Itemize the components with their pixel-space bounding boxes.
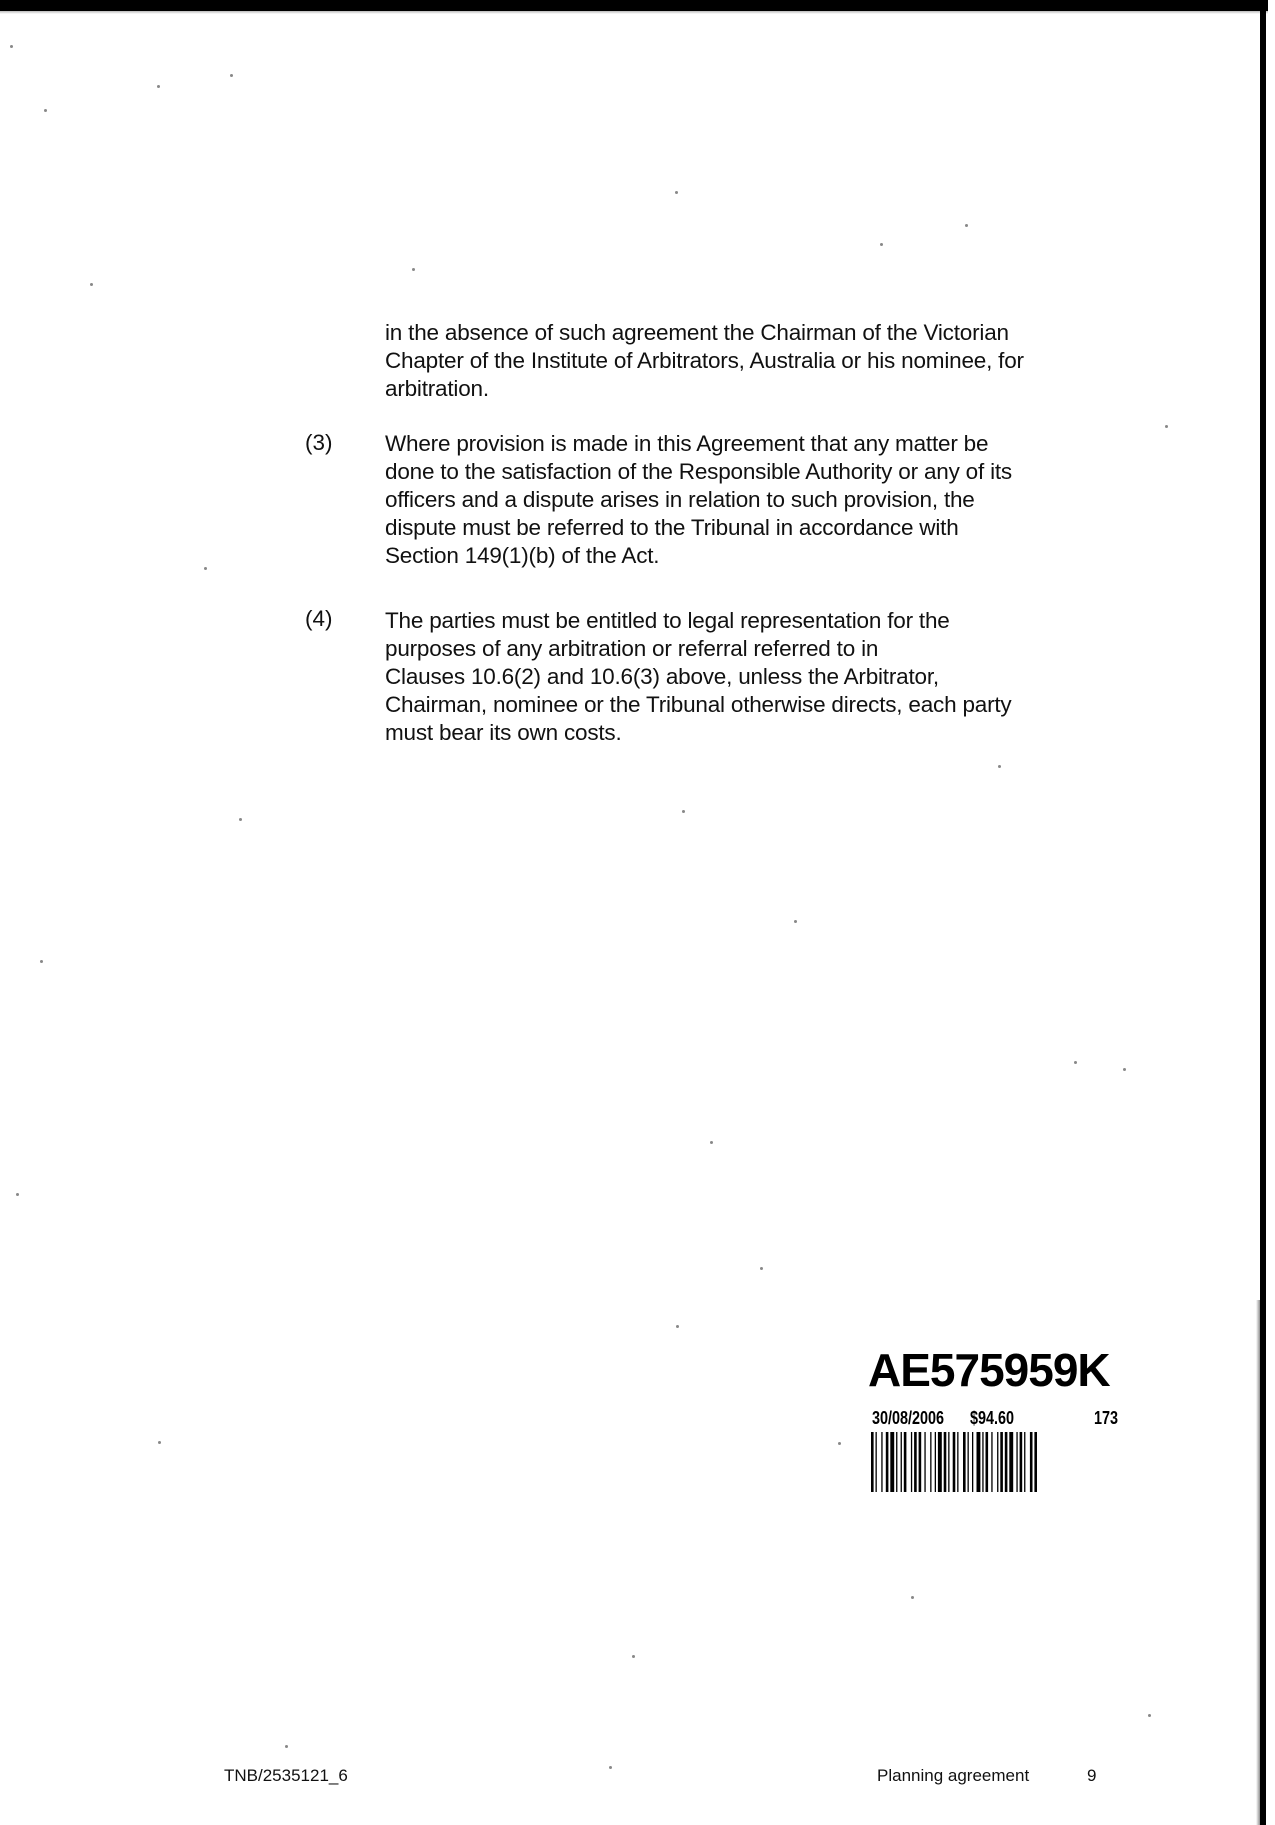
scan-speck [239,818,242,821]
scan-speck [880,243,883,246]
barcode-bar [1034,1432,1037,1492]
clause-continuation-line: arbitration. [385,376,489,401]
clause-line: officers and a dispute arises in relation to such provision, the [385,487,975,512]
clause-line: done to the satisfaction of the Responsible Authority or any of its [385,459,1012,484]
barcode-bar [904,1432,907,1492]
barcode-bar [881,1432,882,1492]
scan-speck [609,1766,612,1769]
barcode-bar [963,1432,966,1492]
clause-line: Chairman, nominee or the Tribunal otherwise directs, each party [385,692,1012,717]
scan-speck [10,45,13,48]
barcode-bar [948,1432,949,1492]
clause-line: The parties must be entitled to legal representation for the [385,608,950,633]
scan-speck [1123,1068,1126,1071]
scan-speck [1148,1714,1151,1717]
barcode-bar [968,1432,969,1492]
barcode-image [870,1432,1110,1492]
registration-fee: $94.60 [970,1408,1015,1428]
footer-page-number: 9 [1087,1766,1097,1785]
scan-speck [16,1193,19,1196]
clause-number: (4) [305,606,333,631]
barcode-bar [1009,1432,1013,1492]
barcode-bar [919,1432,922,1492]
clause-line: Clauses 10.6(2) and 10.6(3) above, unless the Arbitrator, [385,664,939,689]
scan-speck [632,1655,635,1658]
scan-speck [1074,1061,1077,1064]
barcode-bar [890,1432,894,1492]
barcode-bar [876,1432,877,1492]
barcode-bar [938,1432,942,1492]
clause-4-text [385,607,1011,747]
barcode-bar [930,1432,931,1492]
clause-continuation [385,319,1024,403]
barcode-bar [935,1432,936,1492]
scan-speck [794,920,797,923]
scan-speck [965,224,968,227]
clause-number: (3) [305,430,333,455]
clause-line: purposes of any arbitration or referral referred to in [385,636,879,661]
barcode-bar [1000,1432,1003,1492]
barcode-bar [957,1432,958,1492]
barcode-bar [1016,1432,1017,1492]
scan-speck [760,1267,763,1270]
scan-speck [158,1441,161,1444]
scan-speck [44,109,47,112]
scan-right-border [1260,0,1266,1825]
barcode-bar [1020,1432,1023,1492]
barcode-bar [972,1432,973,1492]
scan-speck [838,1442,841,1445]
barcode-bar [977,1432,981,1492]
clause-continuation-line: in the absence of such agreement the Chairman of the Victorian [385,320,1009,345]
scan-speck [40,960,43,963]
clause-continuation-line: Chapter of the Institute of Arbitrators, Australia or his nominee, for [385,348,1024,373]
clause-line: Section 149(1)(b) of the Act. [385,543,660,568]
scan-speck [675,191,678,194]
registration-number: 173 [1094,1408,1119,1428]
scan-top-border-shadow [0,11,1268,14]
clause-line: Where provision is made in this Agreement that any matter be [385,431,989,456]
barcode-bar [911,1432,912,1492]
barcode-bar [896,1432,897,1492]
scan-speck [285,1745,288,1748]
scan-speck [230,74,233,77]
scan-speck [710,1141,713,1144]
scan-speck [90,283,93,286]
barcode-bar [914,1432,917,1492]
scan-right-edge-shading [1256,1300,1260,1825]
clause-line: dispute must be referred to the Tribunal in accordance with [385,515,959,540]
scan-speck [676,1325,679,1328]
barcode-bar [901,1432,902,1492]
barcode-bar [991,1432,992,1492]
barcode-bar [924,1432,925,1492]
scan-speck [911,1596,914,1599]
registration-date: 30/08/2006 [872,1408,945,1428]
barcode-bar [997,1432,998,1492]
barcode-bar [1024,1432,1025,1492]
scan-top-border [0,0,1268,11]
clause-line: must bear its own costs. [385,720,622,745]
scan-speck [1165,425,1168,428]
barcode-bar [953,1432,956,1492]
scan-speck [998,765,1001,768]
scan-speck [682,810,685,813]
clause-3-text [385,430,1012,570]
footer-document-title: Planning agreement [877,1766,1030,1785]
footer-document-ref: TNB/2535121_6 [224,1766,348,1785]
barcode-bar [871,1432,874,1492]
barcode-bar [886,1432,889,1492]
barcode-bar [982,1432,983,1492]
barcode-bar [1005,1432,1008,1492]
barcode-bar [986,1432,989,1492]
scan-speck [412,268,415,271]
registration-code: AE575959K [868,1344,1110,1396]
barcode-bar [944,1432,947,1492]
scan-speck [204,567,207,570]
scan-speck [157,85,160,88]
barcode-bar [1030,1432,1033,1492]
